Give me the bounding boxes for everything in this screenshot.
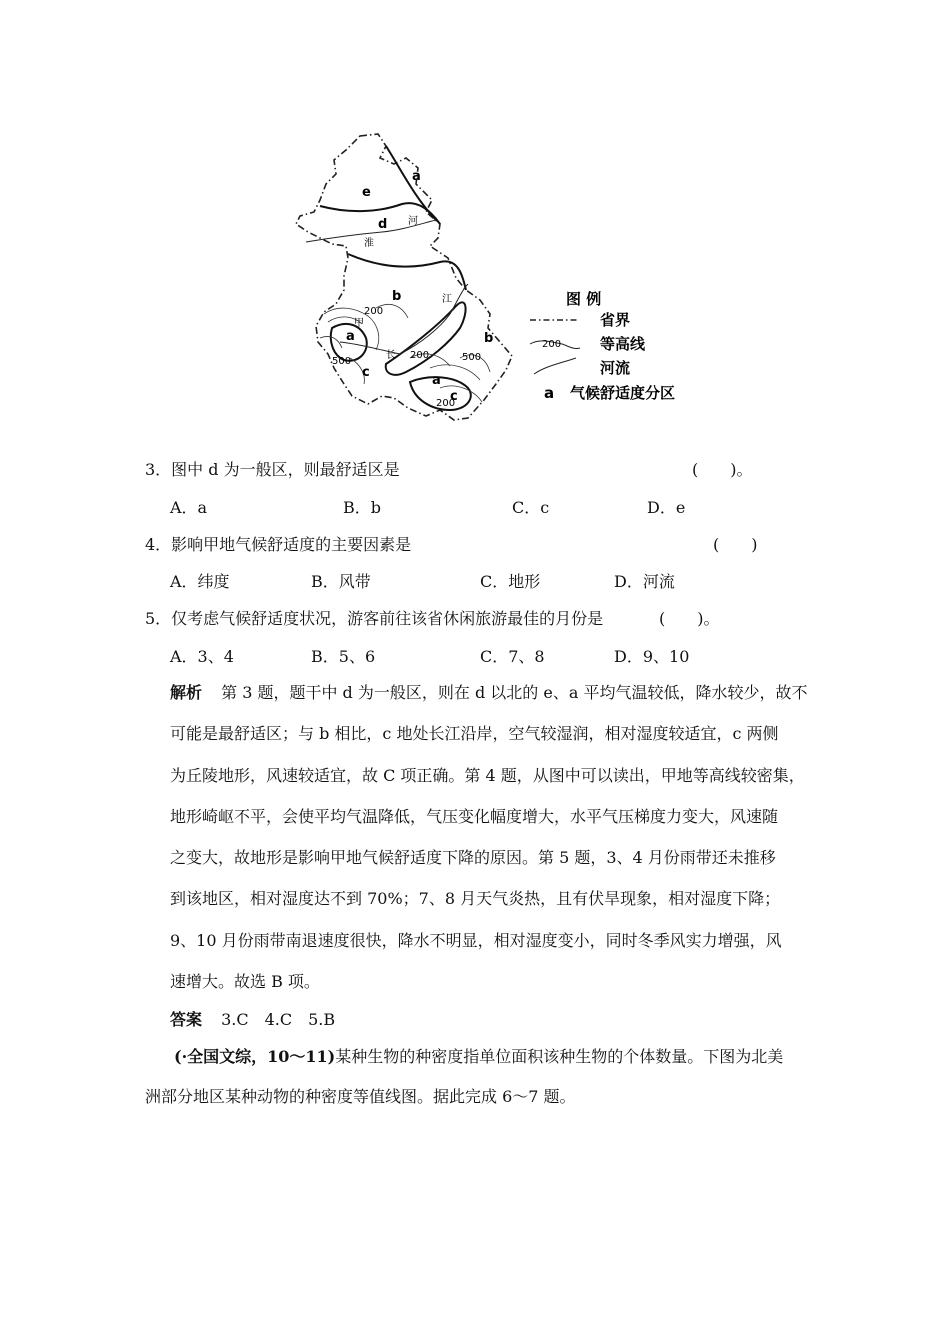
contour-label-200-a: 200 [364, 306, 384, 317]
question-3-option-d: D．e [647, 498, 686, 517]
question-4-option-d: D．河流 [614, 572, 675, 591]
analysis-line-4: 地形崎岖不平，会使平均气温降低，气压变化幅度增大，水平气压梯度力变大，风速随 [170, 807, 779, 826]
question-5-option-a: A．3、4 [170, 647, 234, 666]
legend-title: 图 例 [566, 290, 602, 308]
climate-comfort-map [290, 128, 710, 428]
question-4-bracket: ( ) [713, 535, 758, 554]
legend-river-symbol [534, 358, 576, 374]
question-4-option-a: A．纬度 [170, 572, 230, 591]
zone-boundary-e-a [386, 146, 436, 220]
analysis-line-2: 可能是最舒适区；与 b 相比，c 地处长江沿岸，空气较湿润，相对湿度较适宜，c 两侧 [170, 724, 779, 743]
question-3-option-c: C．c [512, 498, 550, 517]
contour-label-500-a: 500 [332, 356, 352, 367]
river-label-huai: 淮 [364, 238, 374, 249]
analysis-line-6: 到该地区，相对湿度达不到 70%；7、8 月天气炎热，且有伏旱现象，相对湿度下降； [170, 889, 781, 908]
legend-river-label: 河流 [600, 359, 631, 377]
answer-value: 3.C 4.C 5.B [221, 1010, 336, 1029]
zone-label-a-west: a [346, 329, 355, 344]
question-3-option-b: B．b [343, 498, 382, 517]
zone-label-a-north: a [412, 169, 421, 184]
zone-label-a-south: a [432, 373, 441, 388]
zone-label-d: d [378, 217, 388, 232]
zone-boundary-c [386, 302, 466, 374]
analysis-line-5: 之变大，故地形是影响甲地气候舒适度下降的原因。第 5 题，3、4 月份雨带还未推移 [170, 848, 776, 867]
place-label-jia: 甲 [354, 318, 364, 329]
zone-label-b-east: b [484, 331, 494, 346]
contour-label-200-c: 200 [436, 398, 456, 409]
analysis-line-7: 9、10 月份雨带南退速度很快，降水不明显，相对湿度变小，同时冬季风实力增强，风 [170, 931, 782, 950]
legend-contour-label: 等高线 [600, 335, 646, 353]
question-5-bracket: ( )。 [659, 609, 720, 628]
question-5-option-b: B．5、6 [311, 647, 376, 666]
legend-boundary-label: 省界 [600, 311, 631, 329]
answer-line [170, 1010, 335, 1030]
question-5-option-c: C．7、8 [480, 647, 545, 666]
question-4-option-b: B．风带 [311, 572, 371, 591]
contour-label-200-b: 200 [410, 350, 430, 361]
next-intro-line-1 [174, 1047, 783, 1067]
next-intro-source: (·全国文综，10～11) [174, 1047, 336, 1066]
analysis-line-3: 为丘陵地形，风速较适宜，故 C 项正确。第 4 题，从图中可以读出，甲地等高线较密集， [170, 766, 805, 785]
question-3-bracket: ( )。 [692, 460, 753, 479]
river-label-chang: 长 [386, 350, 396, 361]
legend-zone-label: 气候舒适度分区 [570, 384, 676, 402]
answer-label: 答案 [170, 1010, 203, 1029]
analysis-line-8: 速增大。故选 B 项。 [170, 972, 320, 991]
legend-zone-symbol: a [544, 384, 555, 402]
next-intro-text-1: 某种生物的种密度指单位面积该种生物的个体数量。下图为北美 [335, 1047, 784, 1066]
question-5-option-d: D．9、10 [614, 647, 690, 666]
question-3-option-a: A．a [170, 498, 208, 517]
question-4-option-c: C．地形 [480, 572, 541, 591]
question-4-stem: 4．影响甲地气候舒适度的主要因素是 [145, 535, 412, 554]
zone-label-c: c [362, 365, 370, 380]
zone-label-e: e [362, 185, 371, 200]
analysis-label: 解析 [170, 683, 203, 702]
map-legend [530, 290, 675, 402]
contour-label-500-b: 500 [462, 352, 482, 363]
river-label-jiang: 江 [442, 294, 452, 305]
next-intro-line-2: 洲部分地区某种动物的种密度等值线图。据此完成 6～7 题。 [145, 1087, 576, 1106]
analysis-line-1 [170, 683, 807, 703]
analysis-text-1: 第 3 题，题干中 d 为一般区，则在 d 以北的 e、a 平均气温较低，降水较少，故不 [221, 683, 808, 702]
zone-label-b-center: b [392, 289, 402, 304]
legend-contour-value: 200 [542, 339, 562, 350]
question-3-stem: 3．图中 d 为一般区，则最舒适区是 [145, 460, 400, 479]
river-label-he: 河 [408, 216, 418, 227]
zone-label-c-south: c [450, 389, 458, 404]
question-5-stem: 5．仅考虑气候舒适度状况，游客前往该省休闲旅游最佳的月份是 [145, 609, 604, 628]
